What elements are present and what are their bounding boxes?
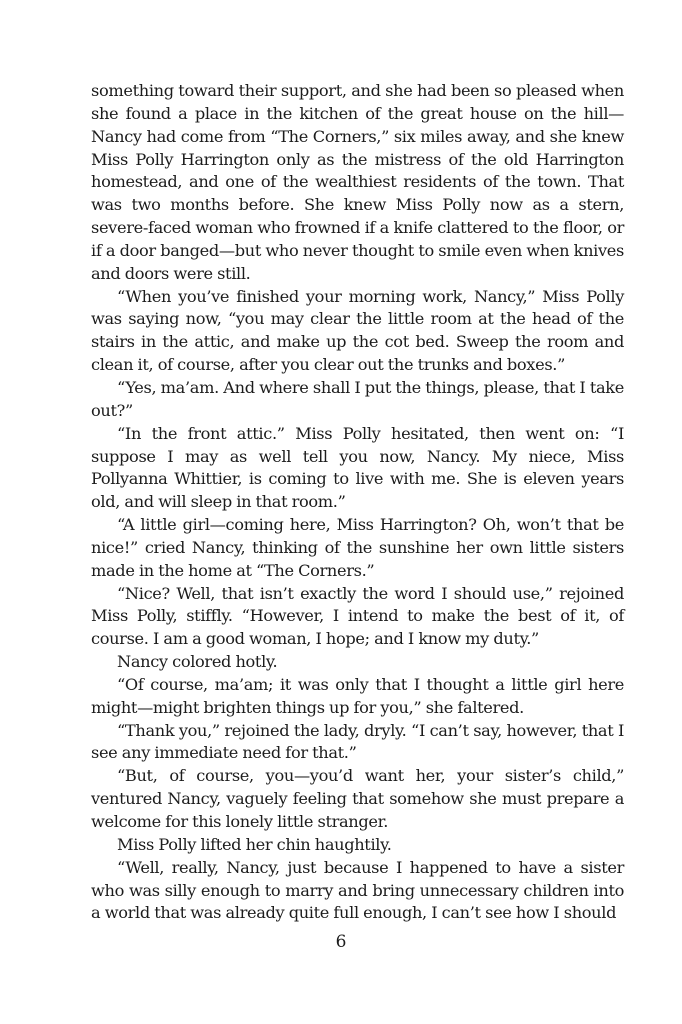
paragraph: “But, of course, you—you’d want her, your sister’s child,” ventured Nancy, vaguely feeling that somehow she must prepare a welcome for this lonely little stranger. xyxy=(91,766,624,831)
paragraph: “When you’ve finished your morning work, Nancy,” Miss Polly was saying now, “you may clear the little room at the head of the stairs in the attic, and make up the cot bed. Sweep the room and clean it, of course, after you clear out the trunks and boxes.” xyxy=(91,286,624,375)
paragraph: Nancy colored hotly. xyxy=(117,652,278,672)
paragraph: “Well, really, Nancy, just because I happened to have a sister who was silly enough to marry and bring unnecessary children into a world that was already quite full enough, I can’t see how I should xyxy=(91,857,624,923)
paragraph: “Thank you,” rejoined the lady, dryly. “I can’t say, however, that I see any immediate need for that.” xyxy=(91,720,624,763)
paragraph: “Of course, ma’am; it was only that I thought a little girl here might—might brighten things up for you,” she faltered. xyxy=(91,674,624,717)
paragraph: “A little girl—coming here, Miss Harrington? Oh, won’t that be nice!” cried Nancy, thinking of the sunshine her own little sisters made in the home at “The Corners.” xyxy=(91,515,624,580)
page-body-text xyxy=(91,80,624,925)
page-number: 6 xyxy=(335,932,347,952)
paragraph: Miss Polly lifted her chin haughtily. xyxy=(117,834,392,854)
paragraph: “In the front attic.” Miss Polly hesitated, then went on: “I suppose I may as well tell you now, Nancy. My niece, Miss Pollyanna Whittier, is coming to live with me. She is eleven years old, and will sleep in that room.” xyxy=(91,423,624,512)
paragraph-continued: something toward their support, and she had been so pleased when she found a place in the kitchen of the great house on the hill—Nancy had come from “The Corners,” six miles away, and she knew Miss Polly Harrington only as the mistress of the old Harrington homestead, and one of the wealthiest residents of the town. That was two months before. She knew Miss Polly now as a stern, severe-faced woman who frowned if a knife clattered to the floor, or if a door banged—but who never thought to smile even when knives and doors were still. xyxy=(91,81,624,283)
paragraph: “Yes, ma’am. And where shall I put the things, please, that I take out?” xyxy=(91,377,624,420)
paragraph: “Nice? Well, that isn’t exactly the word I should use,” rejoined Miss Polly, stiffly. “However, I intend to make the best of it, of course. I am a good woman, I hope; and I know my duty.” xyxy=(91,583,624,649)
